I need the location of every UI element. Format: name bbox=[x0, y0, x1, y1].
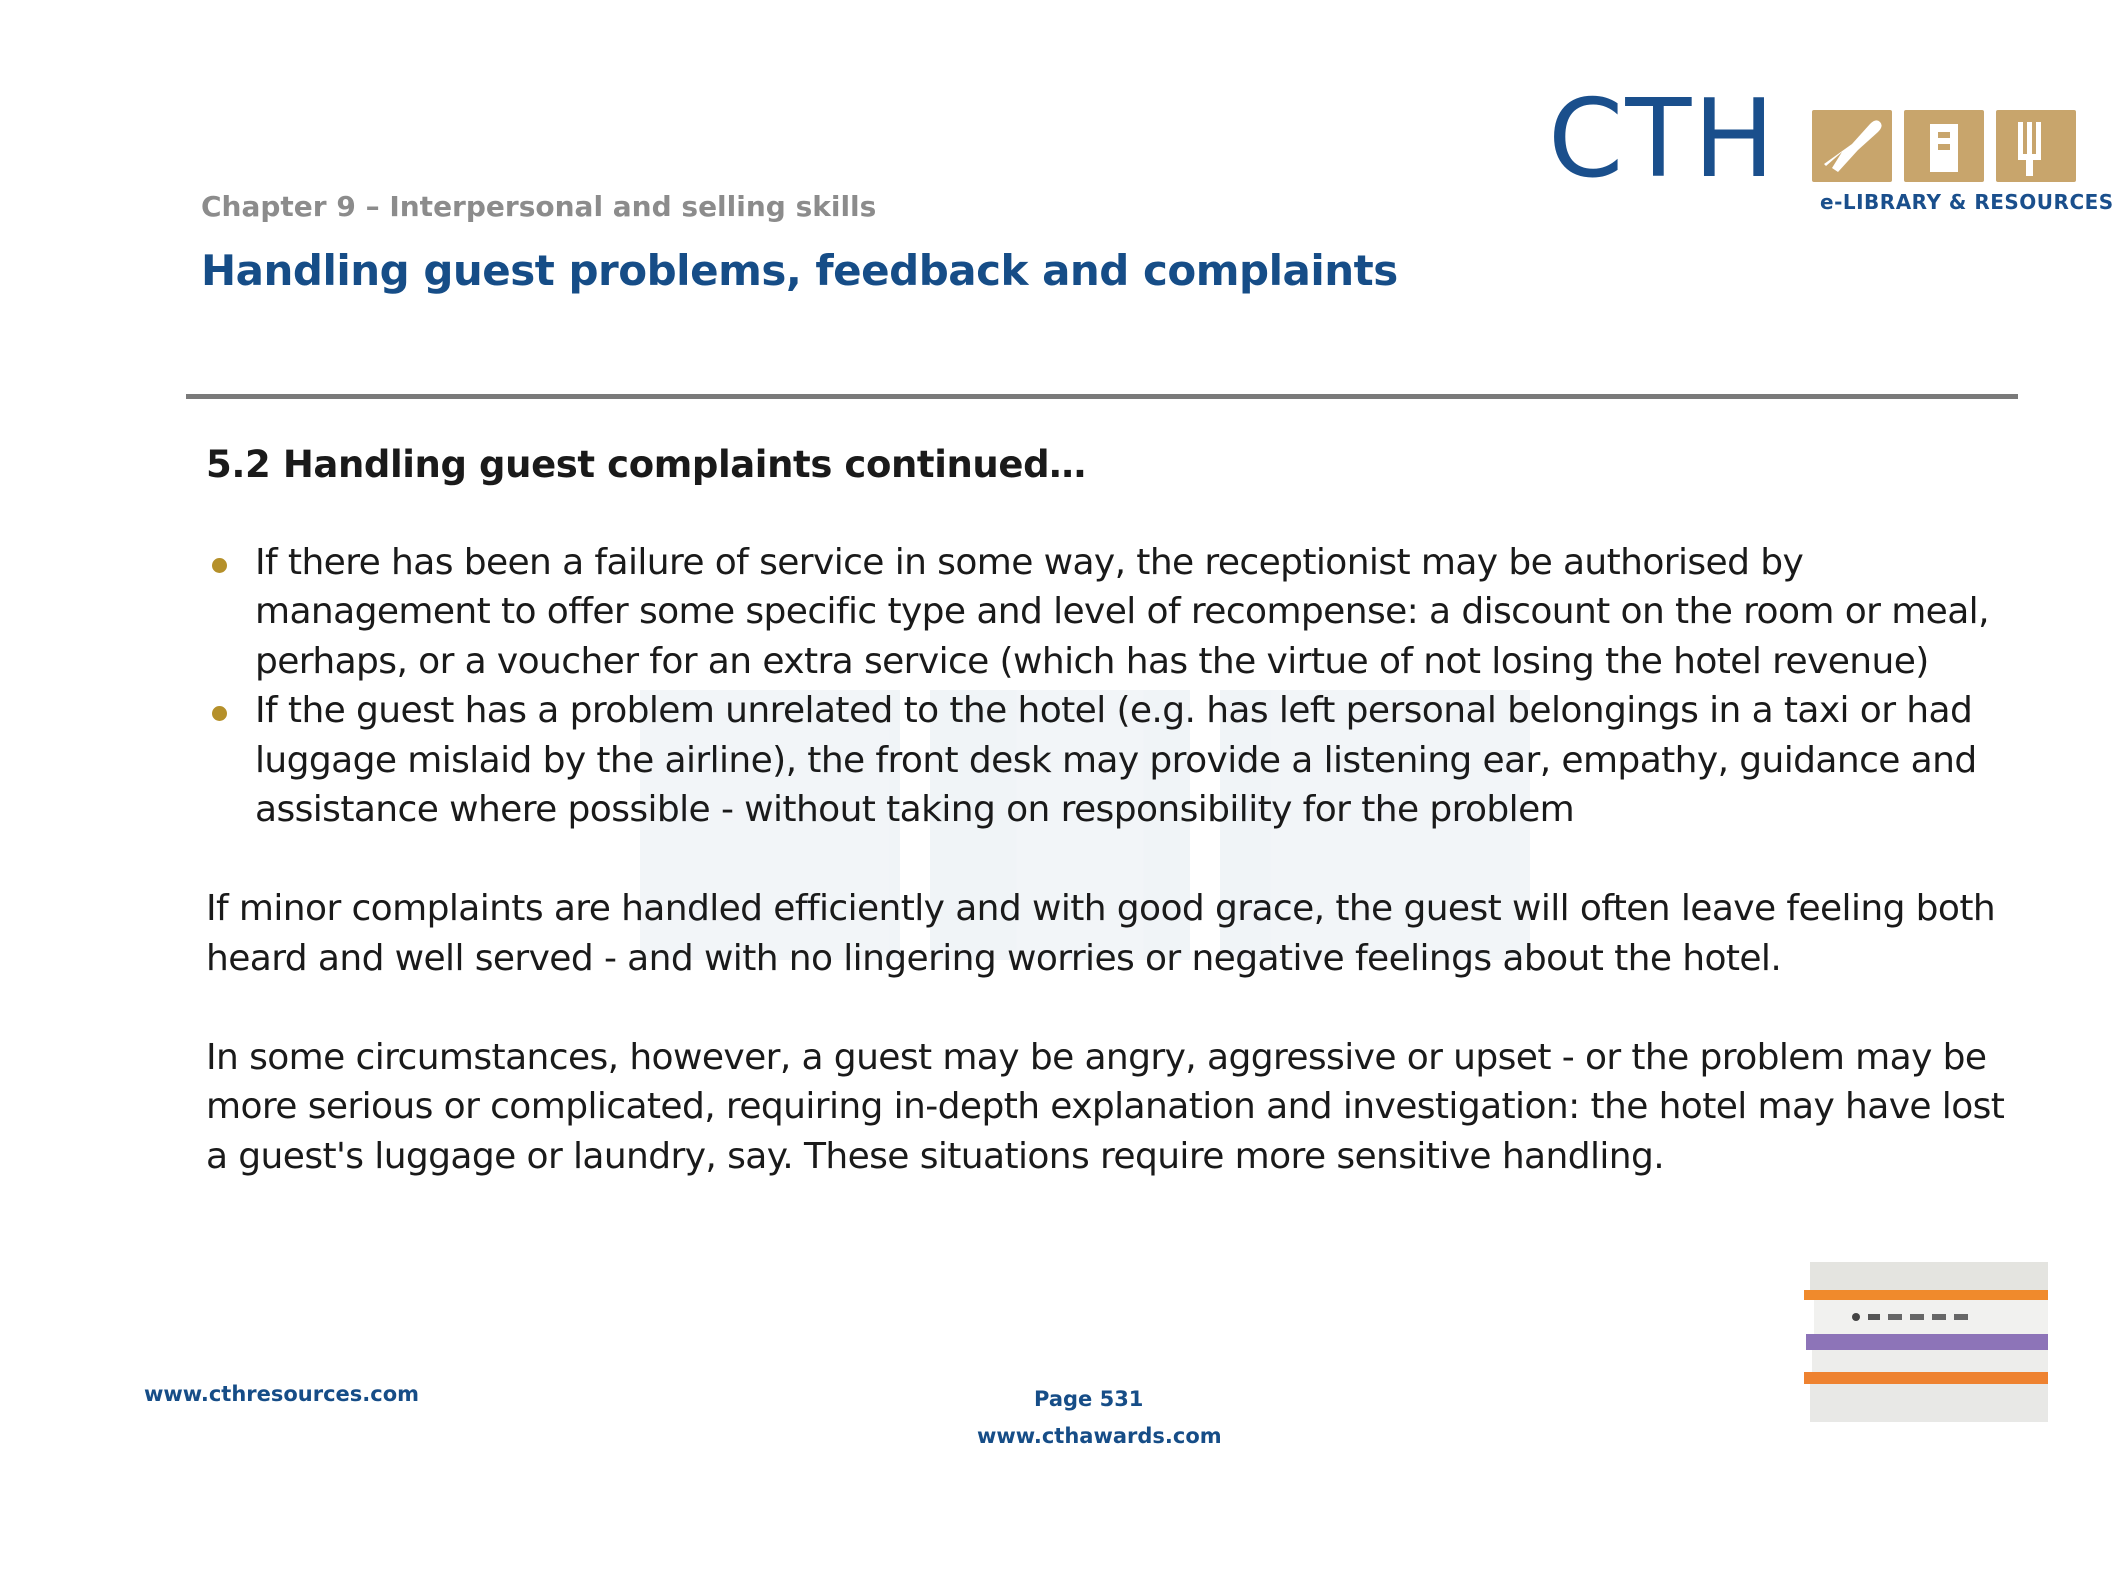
content-body bbox=[206, 440, 2036, 1181]
footer-awards-link[interactable]: www.cthawards.com bbox=[977, 1424, 1222, 1448]
list-item bbox=[206, 686, 2036, 835]
chapter-label: Chapter 9 – Interpersonal and selling skills bbox=[201, 190, 877, 223]
books-stack-image bbox=[1802, 1262, 2048, 1432]
footer-resources-link[interactable]: www.cthresources.com bbox=[144, 1382, 420, 1406]
bullet-text: If there has been a failure of service in some way, the receptionist may be authorised by management to offer some specific type and level of recompense: a discount on the room or meal, perhaps, or a voucher for an extra service (which has the virtue of not losing the hotel revenue) bbox=[255, 541, 1989, 682]
header-divider bbox=[186, 394, 2018, 399]
logo-wordmark: CTH bbox=[1548, 77, 1777, 202]
plane-icon bbox=[1812, 110, 1892, 182]
logo-caption: e-LIBRARY & RESOURCES bbox=[1820, 190, 2114, 214]
hotel-icon bbox=[1904, 110, 1984, 182]
page-title: Handling guest problems, feedback and complaints bbox=[201, 246, 1398, 295]
cth-logo bbox=[1548, 77, 2114, 220]
bullet-text: If the guest has a problem unrelated to the hotel (e.g. has left personal belongings in a taxi or had luggage mislaid by the airline), the front desk may provide a listening ear, empathy, guidance and assistance where possible - without taking on responsibility for the problem bbox=[255, 690, 1977, 830]
bullet-dot-icon bbox=[212, 558, 227, 573]
bullet-dot-icon bbox=[212, 706, 227, 721]
page-number: Page 531 bbox=[1034, 1387, 1144, 1411]
paragraph: In some circumstances, however, a guest may be angry, aggressive or upset - or the problem may be more serious or complicated, requiring in-depth explanation and investigation: the hotel may have lost a guest's luggage or laundry, say. These situations require more sensitive handling. bbox=[206, 1036, 2005, 1177]
list-item bbox=[206, 538, 2036, 687]
section-heading: 5.2 Handling guest complaints continued… bbox=[206, 443, 1086, 486]
fork-icon bbox=[1996, 110, 2076, 182]
paragraph: If minor complaints are handled efficiently and with good grace, the guest will often leave feeling both heard and well served - and with no lingering worries or negative feelings about the hotel. bbox=[206, 888, 1996, 979]
bullet-list bbox=[206, 538, 2036, 835]
